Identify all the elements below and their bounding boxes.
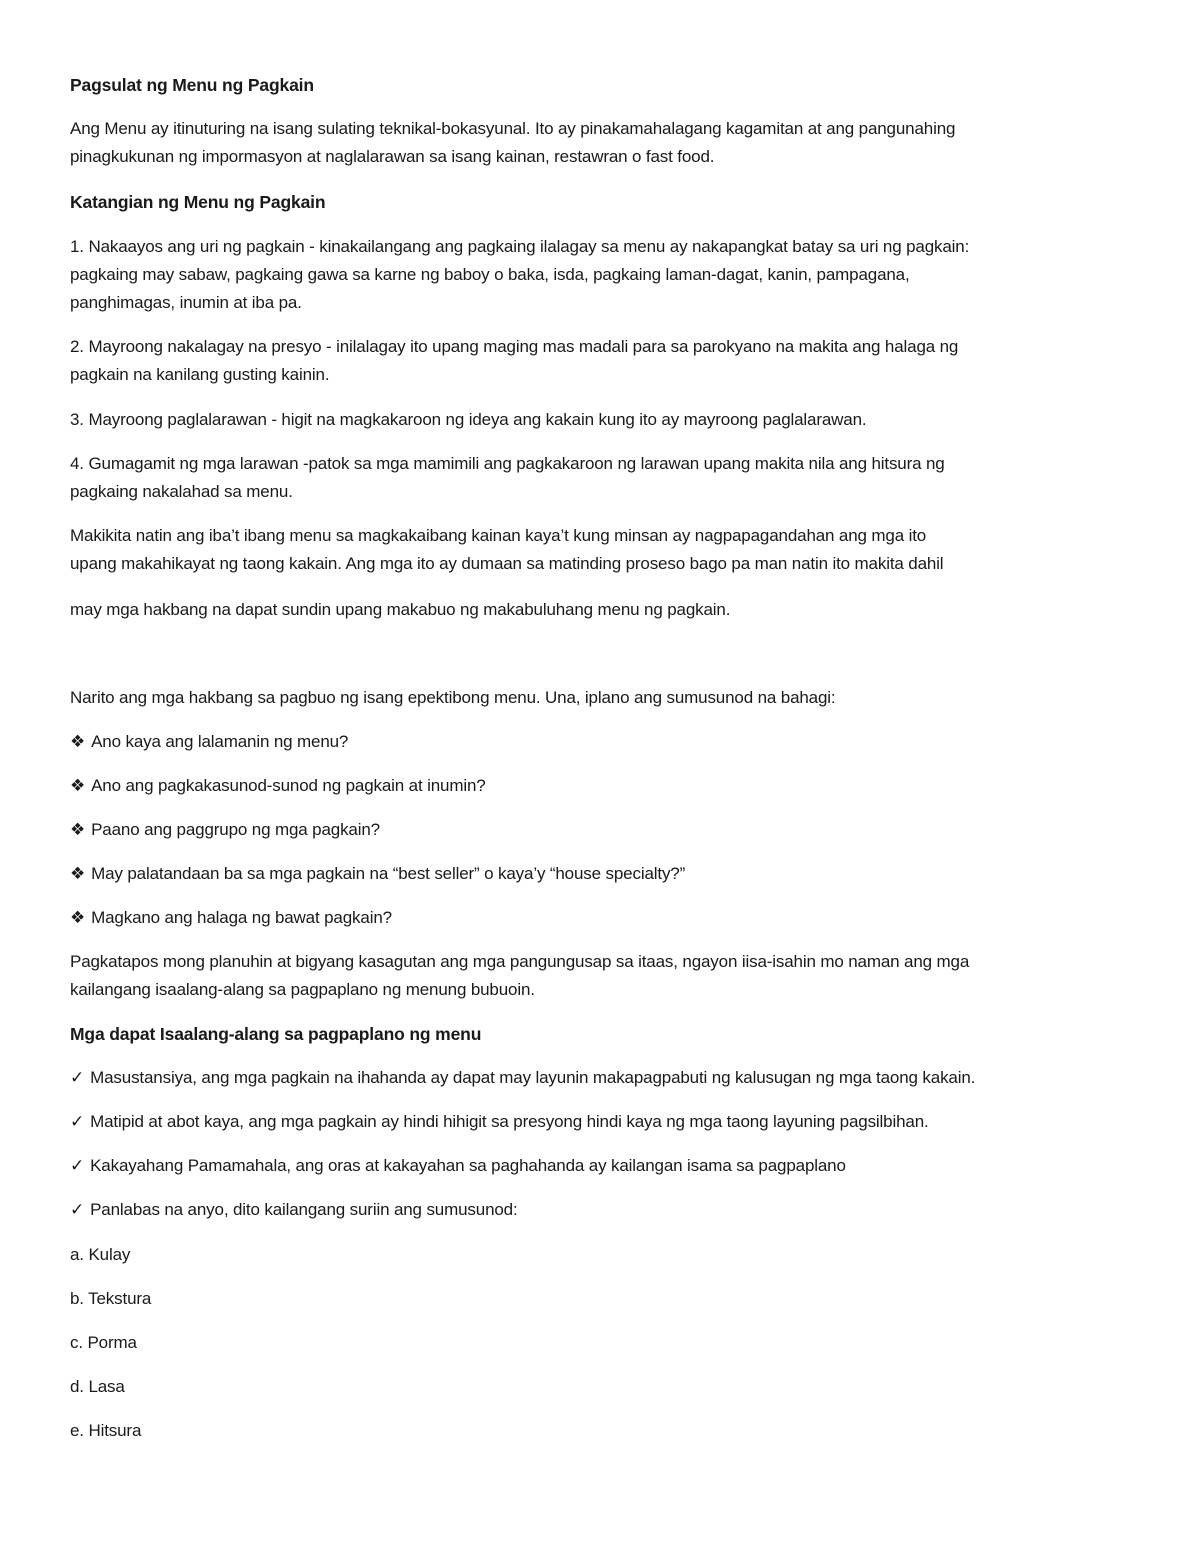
sublist-item: a. Kulay xyxy=(70,1245,131,1264)
characteristic-2-line: pagkain na kanilang gusting kainin. xyxy=(70,365,330,384)
intro-line: Ang Menu ay itinuturing na isang sulating teknikal-bokasyunal. Ito ay pinakamahalagang kagamitan at ang pangunahing xyxy=(70,119,956,138)
question-text: May palatandaan ba sa mga pagkain na “best seller” o kaya’y “house specialty?” xyxy=(91,864,686,883)
question-item xyxy=(70,772,486,800)
characteristic-4-line: 4. Gumagamit ng mga larawan -patok sa mga mamimili ang pagkakaroon ng larawan upang makita nila ang hitsura ng xyxy=(70,454,945,473)
sublist-item: e. Hitsura xyxy=(70,1421,142,1440)
checkmark-icon: ✓ xyxy=(70,1112,85,1131)
checkmark-icon: ✓ xyxy=(70,1156,85,1175)
diamond-bullet-icon: ❖ xyxy=(70,908,86,927)
sublist-item: d. Lasa xyxy=(70,1377,125,1396)
question-item xyxy=(70,728,348,756)
paragraph2-line: upang makahikayat ng taong kakain. Ang mga ito ay dumaan sa matinding proseso bago pa man natin ito makita dahil xyxy=(70,554,944,573)
characteristic-1-line: 1. Nakaayos ang uri ng pagkain - kinakailangang ang pagkaing ilalagay sa menu ay nakapangkat batay sa uri ng pagkain: xyxy=(70,237,970,256)
paragraph2-line: Makikita natin ang iba’t ibang menu sa magkakaibang kainan kaya’t kung minsan ay nagpapagandahan ang mga ito xyxy=(70,526,927,545)
checkmark-icon: ✓ xyxy=(70,1200,85,1219)
characteristic-2-line: 2. Mayroong nakalagay na presyo - inilalagay ito upang maging mas madali para sa parokyano na makita ang halaga ng xyxy=(70,337,959,356)
diamond-bullet-icon: ❖ xyxy=(70,820,86,839)
considerations-heading: Mga dapat Isaalang-alang sa pagpaplano ng menu xyxy=(70,1024,482,1044)
intro-line: pinagkukunan ng impormasyon at naglalarawan sa isang kainan, restawran o fast food. xyxy=(70,147,715,166)
question-text: Paano ang paggrupo ng mga pagkain? xyxy=(91,820,380,839)
question-text: Ano kaya ang lalamanin ng menu? xyxy=(91,732,349,751)
consideration-item xyxy=(70,1152,846,1180)
consideration-text: Kakayahang Pamamahala, ang oras at kakayahan sa paghahanda ay kailangan isama sa pagpaplano xyxy=(90,1156,846,1175)
question-item xyxy=(70,860,685,888)
question-text: Ano ang pagkakasunod-sunod ng pagkain at inumin? xyxy=(91,776,486,795)
steps-intro: Narito ang mga hakbang sa pagbuo ng isang epektibong menu. Una, iplano ang sumusunod na bahagi: xyxy=(70,688,836,707)
checkmark-icon: ✓ xyxy=(70,1068,85,1087)
paragraph3-line: kailangang isaalang-alang sa pagpaplano ng menung bubuoin. xyxy=(70,980,535,999)
consideration-item xyxy=(70,1108,929,1136)
diamond-bullet-icon: ❖ xyxy=(70,776,86,795)
sublist-item: c. Porma xyxy=(70,1333,137,1352)
consideration-item xyxy=(70,1196,518,1224)
question-item xyxy=(70,816,380,844)
diamond-bullet-icon: ❖ xyxy=(70,864,86,883)
paragraph2-line: may mga hakbang na dapat sundin upang makabuo ng makabuluhang menu ng pagkain. xyxy=(70,600,731,619)
paragraph3-line: Pagkatapos mong planuhin at bigyang kasagutan ang mga pangungusap sa itaas, ngayon iisa-isahin mo naman ang mga xyxy=(70,952,970,971)
consideration-text: Masustansiya, ang mga pagkain na ihahanda ay dapat may layunin makapagpabuti ng kalusugan ng mga taong kakain. xyxy=(90,1068,976,1087)
document-title: Pagsulat ng Menu ng Pagkain xyxy=(70,75,314,95)
characteristic-1-line: panghimagas, inumin at iba pa. xyxy=(70,293,302,312)
characteristic-3-line: 3. Mayroong paglalarawan - higit na magkakaroon ng ideya ang kakain kung ito ay mayroong paglalarawan. xyxy=(70,410,867,429)
question-text: Magkano ang halaga ng bawat pagkain? xyxy=(91,908,392,927)
characteristic-4-line: pagkaing nakalahad sa menu. xyxy=(70,482,293,501)
diamond-bullet-icon: ❖ xyxy=(70,732,86,751)
consideration-item xyxy=(70,1064,975,1092)
consideration-text: Panlabas na anyo, dito kailangang suriin ang sumusunod: xyxy=(90,1200,518,1219)
characteristic-1-line: pagkaing may sabaw, pagkaing gawa sa karne ng baboy o baka, isda, pagkaing laman-dagat, kanin, pampagana, xyxy=(70,265,910,284)
characteristics-heading: Katangian ng Menu ng Pagkain xyxy=(70,192,326,212)
question-item xyxy=(70,904,392,932)
sublist-item: b. Tekstura xyxy=(70,1289,152,1308)
consideration-text: Matipid at abot kaya, ang mga pagkain ay hindi hihigit sa presyong hindi kaya ng mga taong layuning pagsilbihan. xyxy=(90,1112,929,1131)
